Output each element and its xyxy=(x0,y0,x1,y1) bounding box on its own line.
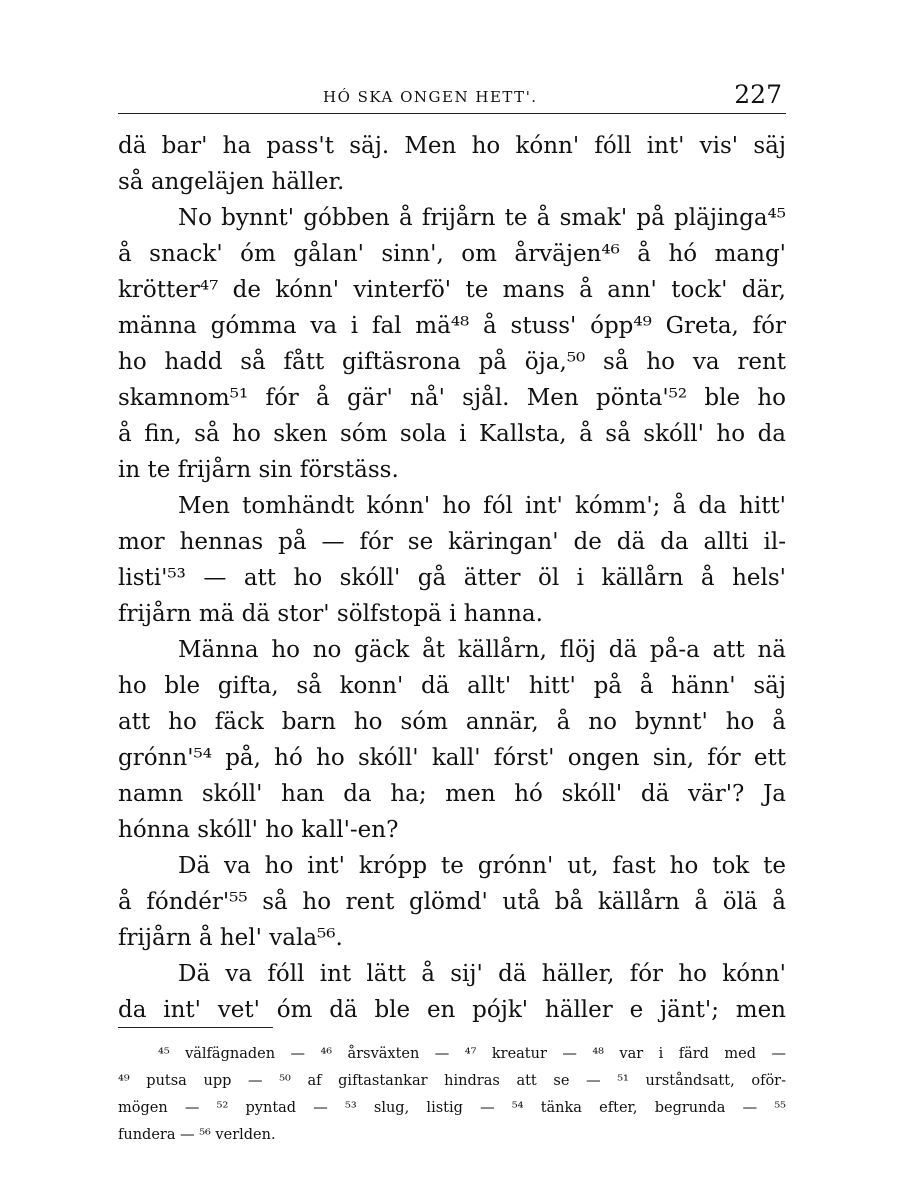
text-line: namn skóll' han da ha; men hó skóll' dä vär'? Ja xyxy=(118,781,786,807)
text-line: dä bar' ha pass't säj. Men ho kónn' fóll int' vis' säj xyxy=(118,133,786,159)
text-line: skamnom⁵¹ fór å gär' nå' sjål. Men pönta'⁵² ble ho xyxy=(118,385,786,411)
text-line: in te frijårn sin förstäss. xyxy=(118,457,399,483)
text-line: Men tomhändt kónn' ho fól int' kómm'; å da hitt' xyxy=(178,493,786,519)
header-rule xyxy=(118,113,786,114)
text-line: Männa ho no gäck åt källårn, flöj dä på-a att nä xyxy=(178,637,786,663)
text-line: No bynnt' góbben å frijårn te å smak' på pläjinga⁴⁵ xyxy=(178,205,786,231)
footnote-line: ⁴⁹ putsa upp — ⁵⁰ af giftastankar hindras att se — ⁵¹ urståndsatt, oför- xyxy=(118,1073,786,1089)
text-line: frijårn mä dä stor' sölfstopä i hanna. xyxy=(118,601,543,627)
page-number: 227 xyxy=(734,80,782,109)
text-line: att ho fäck barn ho sóm annär, å no bynnt' ho å xyxy=(118,709,786,735)
text-line: ho hadd så fått giftäsrona på öja,⁵⁰ så ho va rent xyxy=(118,349,786,375)
text-line: å fin, så ho sken sóm sola i Kallsta, å så skóll' ho da xyxy=(118,421,786,447)
page-header xyxy=(118,80,786,114)
body-text xyxy=(118,128,786,1028)
running-head: HÓ SKA ONGEN HETT'. xyxy=(323,88,538,106)
footnote-line: mögen — ⁵² pyntad — ⁵³ slug, listig — ⁵⁴ tänka efter, begrunda — ⁵⁵ xyxy=(118,1100,786,1116)
text-line: mor hennas på — fór se käringan' de dä da allti il- xyxy=(118,529,786,555)
text-line: ho ble gifta, så konn' dä allt' hitt' på å hänn' säj xyxy=(118,673,786,699)
text-line: da int' vet' óm dä ble en pójk' häller e jänt'; men xyxy=(118,997,786,1023)
text-line: listi'⁵³ — att ho skóll' gå ätter öl i källårn å hels' xyxy=(118,565,786,591)
text-line: krötter⁴⁷ de kónn' vinterfö' te mans å ann' tock' där, xyxy=(118,277,786,303)
text-line: å snack' óm gålan' sinn', om årväjen⁴⁶ å hó mang' xyxy=(118,241,786,267)
text-line: Dä va ho int' krópp te grónn' ut, fast ho tok te xyxy=(178,853,786,879)
text-line: hónna skóll' ho kall'-en? xyxy=(118,817,399,843)
footnote-line: fundera — ⁵⁶ verlden. xyxy=(118,1127,276,1143)
footnote-rule xyxy=(118,1027,273,1028)
text-line: Dä va fóll int lätt å sij' dä häller, fór ho kónn' xyxy=(178,961,786,987)
text-line: männa gómma va i fal mä⁴⁸ å stuss' ópp⁴⁹ Greta, fór xyxy=(118,313,786,339)
text-line: å fóndér'⁵⁵ så ho rent glömd' utå bå källårn å ölä å xyxy=(118,889,786,915)
text-line: frijårn å hel' vala⁵⁶. xyxy=(118,925,343,951)
footnotes xyxy=(118,1041,786,1149)
footnote-line: ⁴⁵ välfägnaden — ⁴⁶ årsväxten — ⁴⁷ kreatur — ⁴⁸ var i färd med — xyxy=(158,1046,786,1062)
text-line: så angeläjen häller. xyxy=(118,169,345,195)
text-line: grónn'⁵⁴ på, hó ho skóll' kall' fórst' ongen sin, fór ett xyxy=(118,745,786,771)
